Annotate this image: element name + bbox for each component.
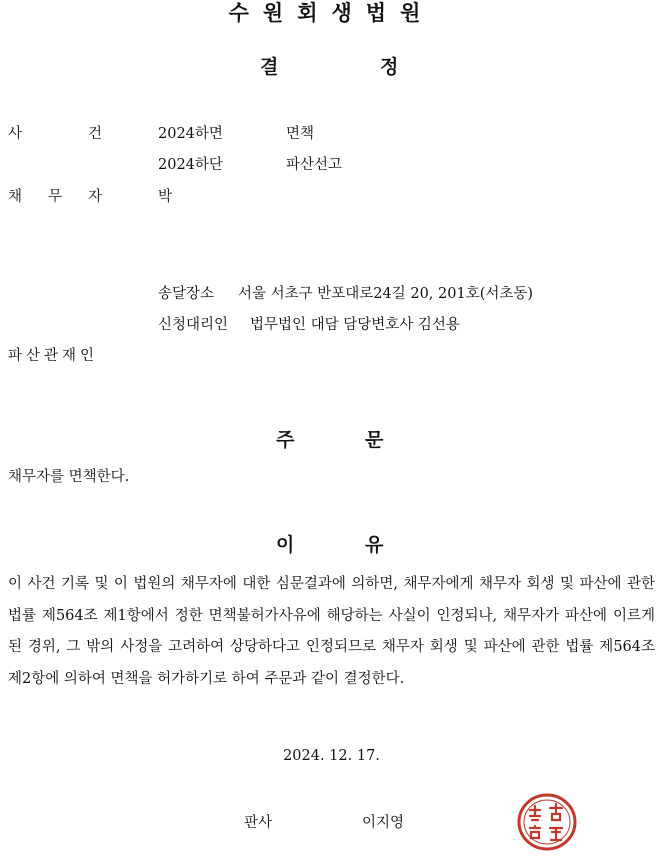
reason-heading-right: 유 [365,534,384,556]
case-label-right: 건 [88,126,103,142]
reason-text: 이 사건 기록 및 이 법원의 채무자에 대한 심문결과에 의하면, 채무자에게 채무자 회생 및 파산에 관한 법률 제564조 제1항에서 정한 면책불허가사유에 해당하는 사실이 인정되나, 채무자가 파산에 이르게 된 경위, 그 밖의 사정을 고려하여 상당하다고 인정되므로 채무자 회생 및 파산에 관한 법률 제564조 제2항에 의하여 면책을 허가하기로 하여 주문과 같이 결정한다. [8,576,655,687]
court-name: 수원회생법원 [228,1,435,25]
order-heading-right: 문 [365,429,384,451]
debtor-label-3: 자 [88,189,103,205]
doc-title-left: 결 [260,56,279,78]
address-label: 송달장소 [158,286,215,302]
trustee-label: 파산관재인 [8,348,99,364]
judge-title: 판사 [244,815,273,831]
judge-seal-icon [516,792,578,852]
debtor-label-1: 채 [8,189,23,205]
case-type-1: 면책 [286,126,315,142]
address-value: 서울 서초구 반포대로24길 20, 201호(서초동) [238,286,534,302]
order-heading-left: 주 [276,429,295,451]
agent-value: 법무법인 대담 담당변호사 김선용 [250,317,460,333]
decision-date: 2024. 12. 17. [283,748,380,764]
case-number-2: 2024하단 [158,157,223,173]
debtor-name: 박 [158,189,173,205]
judge-name: 이지영 [362,815,405,831]
case-number-1: 2024하면 [158,126,223,142]
reason-heading-left: 이 [276,534,295,556]
case-type-2: 파산선고 [286,157,343,173]
doc-title-right: 정 [380,56,399,78]
order-text: 채무자를 면책한다. [8,469,130,485]
debtor-label-2: 무 [48,189,63,205]
agent-label: 신청대리인 [158,317,229,333]
case-label-left: 사 [8,126,23,142]
